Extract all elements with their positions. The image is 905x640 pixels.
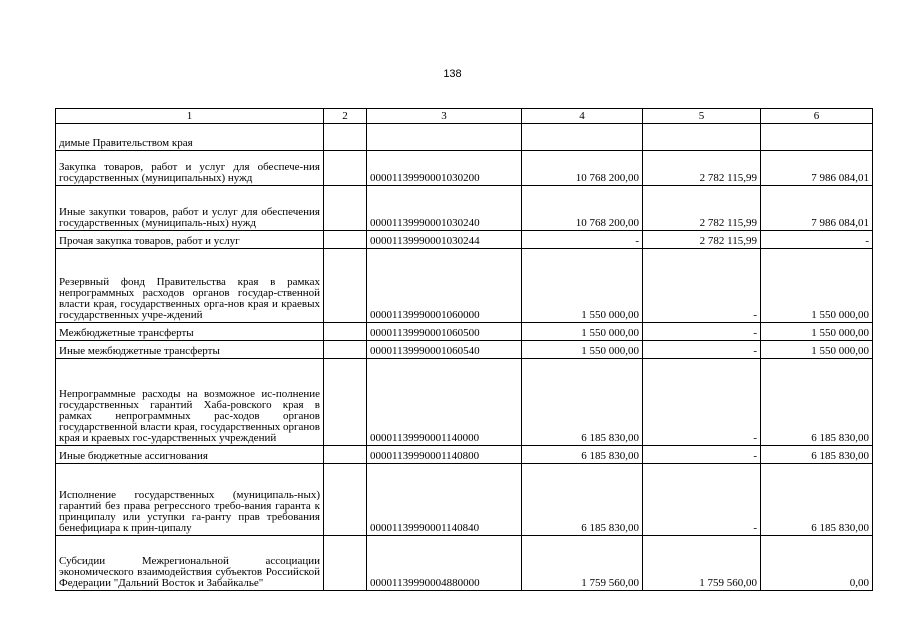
row-amount-approved: 6 185 830,00	[522, 464, 643, 536]
row-amount-remaining: 1 550 000,00	[761, 323, 873, 341]
table-row	[56, 464, 873, 536]
row-amount-executed: -	[643, 323, 761, 341]
row-description: Межбюджетные трансферты	[56, 323, 324, 341]
row-amount-executed: 2 782 115,99	[643, 231, 761, 249]
row-amount-executed: -	[643, 464, 761, 536]
row-section	[324, 359, 367, 446]
row-description: Непрограммные расходы на возможное ис-полнение государственных гарантий Хаба-ровского края в рамках непрограммных рас-ходов органов государственной власти края, государственных органов края и краевых гос-ударственных учреждений	[56, 359, 324, 446]
row-amount-approved: 6 185 830,00	[522, 359, 643, 446]
row-amount-executed: -	[643, 446, 761, 464]
column-header: 3	[367, 109, 522, 124]
row-section	[324, 231, 367, 249]
row-amount-executed: 2 782 115,99	[643, 151, 761, 186]
column-header: 2	[324, 109, 367, 124]
row-budget-code: 00001139990001030200	[367, 151, 522, 186]
row-amount-remaining: 6 185 830,00	[761, 359, 873, 446]
row-section	[324, 464, 367, 536]
table-row	[56, 446, 873, 464]
table-row	[56, 151, 873, 186]
row-budget-code: 00001139990001060500	[367, 323, 522, 341]
row-amount-executed: -	[643, 249, 761, 323]
row-amount-approved: 10 768 200,00	[522, 151, 643, 186]
row-amount-approved	[522, 124, 643, 151]
table-row	[56, 359, 873, 446]
row-budget-code: 00001139990001030244	[367, 231, 522, 249]
table-row	[56, 186, 873, 231]
row-amount-executed: 2 782 115,99	[643, 186, 761, 231]
table-row	[56, 323, 873, 341]
row-amount-approved: 10 768 200,00	[522, 186, 643, 231]
row-description: Закупка товаров, работ и услуг для обеспече-ния государственных (муниципальных) нужд	[56, 151, 324, 186]
table-row	[56, 341, 873, 359]
row-amount-remaining: -	[761, 231, 873, 249]
row-amount-remaining: 6 185 830,00	[761, 446, 873, 464]
row-budget-code: 00001139990001140000	[367, 359, 522, 446]
row-description: Субсидии Межрегиональной ассоциации экономического взаимодействия субъектов Российской Федерации "Дальний Восток и Забайкалье"	[56, 536, 324, 591]
row-amount-remaining: 7 986 084,01	[761, 186, 873, 231]
row-description: Иные закупки товаров, работ и услуг для обеспечения государственных (муниципаль-ных) нужд	[56, 186, 324, 231]
row-amount-remaining: 1 550 000,00	[761, 249, 873, 323]
row-amount-approved: 6 185 830,00	[522, 446, 643, 464]
row-section	[324, 341, 367, 359]
row-amount-remaining: 7 986 084,01	[761, 151, 873, 186]
row-description: Иные бюджетные ассигнования	[56, 446, 324, 464]
row-description: Резервный фонд Правительства края в рамках непрограммных расходов органов государ-ственной власти края, государственных орга-нов края и краевых государственных учре-ждений	[56, 249, 324, 323]
column-header: 6	[761, 109, 873, 124]
row-amount-remaining: 0,00	[761, 536, 873, 591]
table-row	[56, 231, 873, 249]
row-section	[324, 446, 367, 464]
row-description: Прочая закупка товаров, работ и услуг	[56, 231, 324, 249]
row-section	[324, 124, 367, 151]
table-row	[56, 249, 873, 323]
row-description: Иные межбюджетные трансферты	[56, 341, 324, 359]
table-body	[56, 124, 873, 591]
row-amount-approved: 1 550 000,00	[522, 249, 643, 323]
column-header: 4	[522, 109, 643, 124]
row-amount-executed: -	[643, 341, 761, 359]
row-amount-executed: 1 759 560,00	[643, 536, 761, 591]
row-budget-code: 00001139990001060000	[367, 249, 522, 323]
table-row	[56, 536, 873, 591]
row-section	[324, 249, 367, 323]
row-amount-executed: -	[643, 359, 761, 446]
row-section	[324, 323, 367, 341]
row-section	[324, 536, 367, 591]
row-amount-approved: 1 759 560,00	[522, 536, 643, 591]
row-budget-code: 00001139990001060540	[367, 341, 522, 359]
row-amount-remaining: 6 185 830,00	[761, 464, 873, 536]
table-row	[56, 124, 873, 151]
row-description: димые Правительством края	[56, 124, 324, 151]
row-section	[324, 186, 367, 231]
row-budget-code: 00001139990001030240	[367, 186, 522, 231]
row-budget-code: 00001139990001140840	[367, 464, 522, 536]
row-budget-code	[367, 124, 522, 151]
row-description: Исполнение государственных (муниципаль-ных) гарантий без права регрессного требо-вания гаранта к принципалу или уступки га-ранту прав требования бенефициара к прин-ципалу	[56, 464, 324, 536]
row-amount-approved: 1 550 000,00	[522, 341, 643, 359]
page-number: 138	[443, 68, 462, 80]
row-amount-approved: -	[522, 231, 643, 249]
column-header: 5	[643, 109, 761, 124]
row-amount-remaining	[761, 124, 873, 151]
row-budget-code: 00001139990004880000	[367, 536, 522, 591]
row-amount-executed	[643, 124, 761, 151]
row-amount-approved: 1 550 000,00	[522, 323, 643, 341]
header-row	[56, 109, 873, 124]
row-section	[324, 151, 367, 186]
row-budget-code: 00001139990001140800	[367, 446, 522, 464]
row-amount-remaining: 1 550 000,00	[761, 341, 873, 359]
column-header: 1	[56, 109, 324, 124]
budget-table	[55, 108, 873, 591]
